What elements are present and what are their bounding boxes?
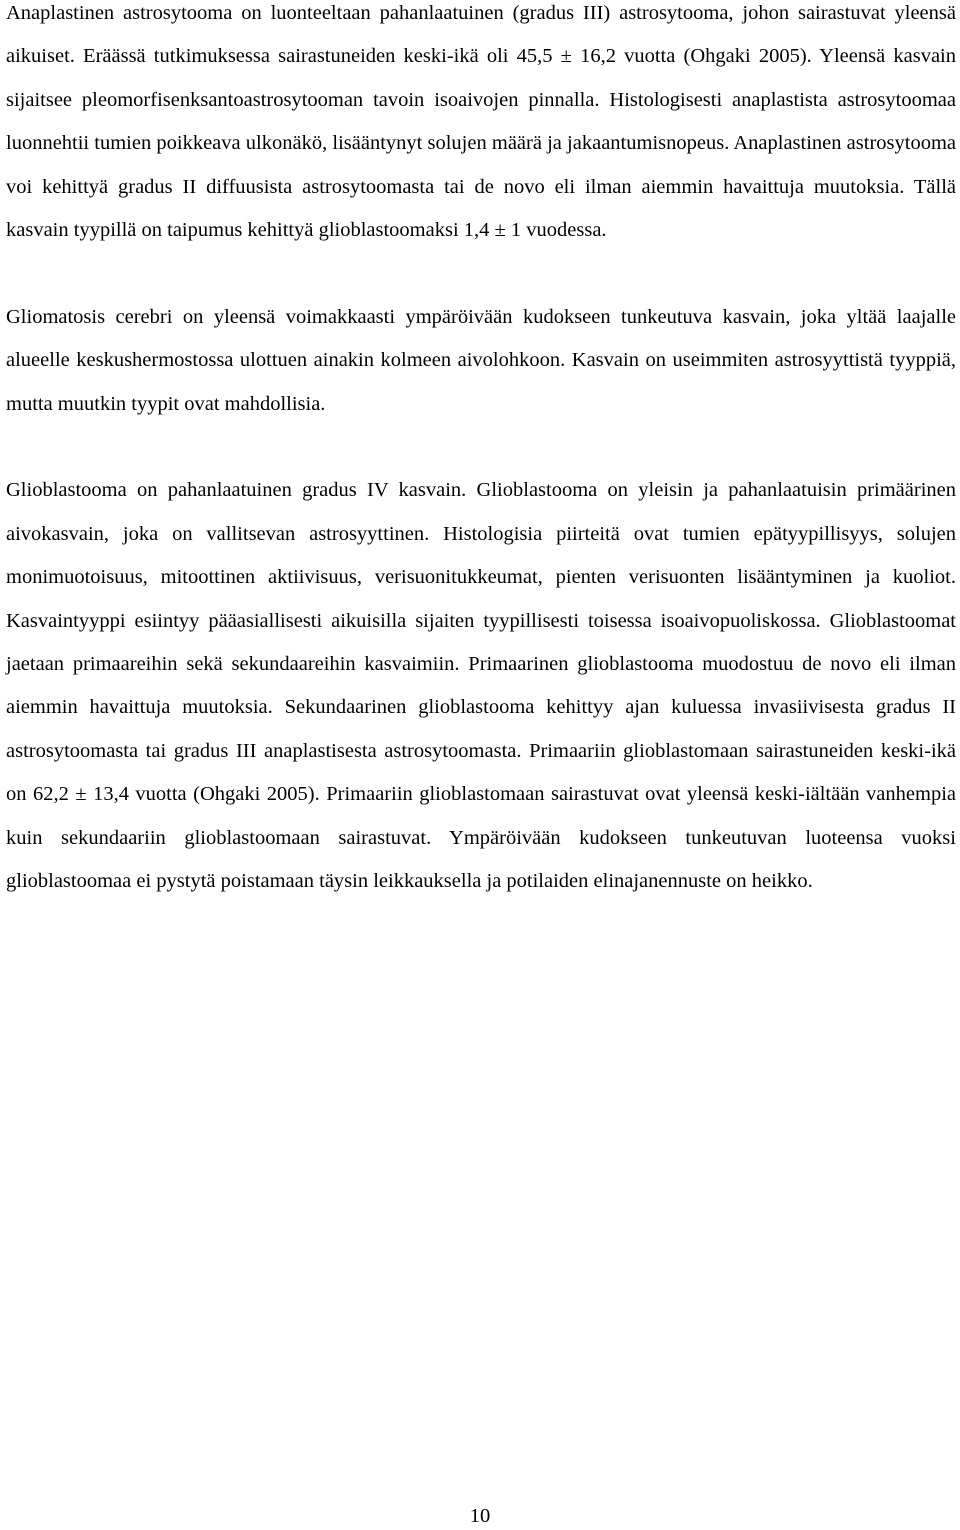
paragraph-glioblastoma: Glioblastooma on pahanlaatuinen gradus IV kasvain. Glioblastooma on yleisin ja pahanlaatuisin primäärinen aivokasvain, joka on vallitsevan astrosyyttinen. Histologisia piirteitä ovat tumien epätyypillisyys, solujen monimuotoisuus, mitoottinen aktiivisuus, verisuonitukkeumat, pienten verisuonten lisääntyminen ja kuoliot. Kasvaintyyppi esiintyy pääasiallisesti aikuisilla sijaiten tyypillisesti toisessa isoaivopuoliskossa. Glioblastoomat jaetaan primaareihin sekä sekundaareihin kasvaimiin. Primaarinen glioblastooma muodostuu de novo eli ilman aiemmin havaittuja muutoksia. Sekundaarinen glioblastooma kehittyy ajan kuluessa invasiivisesta gradus II astrosytoomasta tai gradus III anaplastisesta astrosytoomasta. Primaariin glioblastomaan sairastuneiden keski-ikä on 62,2 ± 13,4 vuotta (Ohgaki 2005). Primaariin glioblastomaan sairastuvat ovat yleensä keski-iältään vanhempia kuin sekundaariin glioblastoomaan sairastuvat. Ympäröivään kudokseen tunkeutuvan luoteensa vuoksi glioblastoomaa ei pystytä poistamaan täysin leikkauksella ja potilaiden elinajanennuste on heikko. [6, 479, 956, 893]
paragraph-gliomatosis-cerebri: Gliomatosis cerebri on yleensä voimakkaasti ympäröivään kudokseen tunkeutuva kasvain, joka yltää laajalle alueelle keskushermostossa ulottuen ainakin kolmeen aivolohkoon. Kasvain on useimmiten astrosyyttistä tyyppiä, mutta muutkin tyypit ovat mahdollisia. [6, 305, 956, 415]
body-text [6, 0, 956, 904]
page-number: 10 [469, 1505, 491, 1527]
paragraph-anaplastic-astrocytoma: Anaplastinen astrosytooma on luonteeltaan pahanlaatuinen (gradus III) astrosytooma, johon sairastuvat yleensä aikuiset. Eräässä tutkimuksessa sairastuneiden keski-ikä oli 45,5 ± 16,2 vuotta (Ohgaki 2005). Yleensä kasvain sijaitsee pleomorfisenksantoastrosytooman tavoin isoaivojen pinnalla. Histologisesti anaplastista astrosytoomaa luonnehtii tumien poikkeava ulkonäkö, lisääntynyt solujen määrä ja jakaantumisnopeus. Anaplastinen astrosytooma voi kehittyä gradus II diffuusista astrosytoomasta tai de novo eli ilman aiemmin havaittuja muutoksia. Tällä kasvain tyypillä on taipumus kehittyä glioblastoomaksi 1,4 ± 1 vuodessa. [6, 2, 956, 242]
